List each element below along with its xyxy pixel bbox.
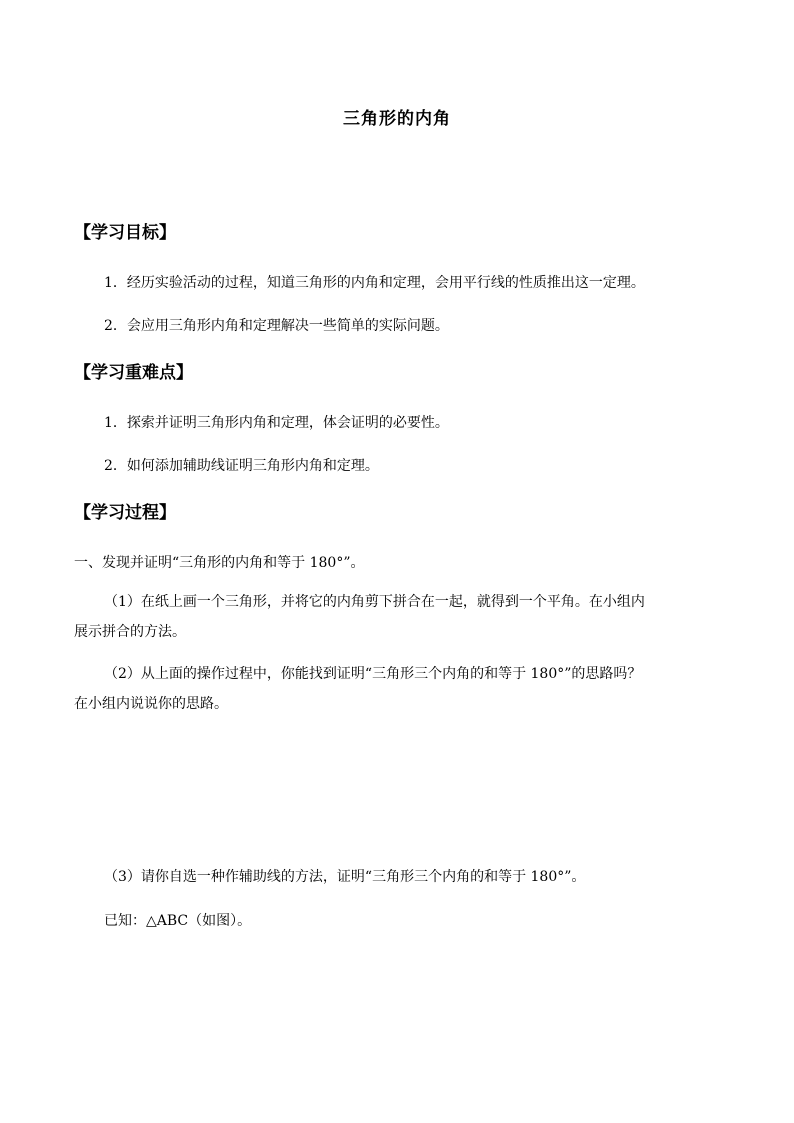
step-1-line-2: 展示拼合的方法。 — [74, 624, 186, 640]
section-heading-key-points: 【学习重难点】 — [74, 363, 193, 383]
page-title: 三角形的内角 — [343, 109, 451, 129]
step-1-line-1: （1）在纸上画一个三角形，并将它的内角剪下拼合在一起，就得到一个平角。在小组内 — [104, 594, 645, 610]
key-point-item-2: 2．如何添加辅助线证明三角形内角和定理。 — [104, 458, 379, 474]
section-heading-objectives: 【学习目标】 — [74, 223, 176, 243]
objective-item-1: 1．经历实验活动的过程，知道三角形的内角和定理，会用平行线的性质推出这一定理。 — [104, 275, 645, 291]
step-2-line-1: （2）从上面的操作过程中，你能找到证明“三角形三个内角的和等于 180°”的思路吗？ — [104, 666, 642, 682]
section-heading-process: 【学习过程】 — [74, 503, 176, 523]
step-3-text: （3）请你自选一种作辅助线的方法，证明“三角形三个内角的和等于 180°”。 — [104, 869, 586, 885]
part-one-title: 一、发现并证明“三角形的内角和等于 180°”。 — [74, 555, 365, 571]
given-text: 已知：△ABC（如图）。 — [104, 913, 252, 929]
step-2-line-2: 在小组内说说你的思路。 — [74, 696, 228, 712]
objective-item-2: 2．会应用三角形内角和定理解决一些简单的实际问题。 — [104, 318, 449, 334]
key-point-item-1: 1．探索并证明三角形内角和定理，体会证明的必要性。 — [104, 415, 449, 431]
